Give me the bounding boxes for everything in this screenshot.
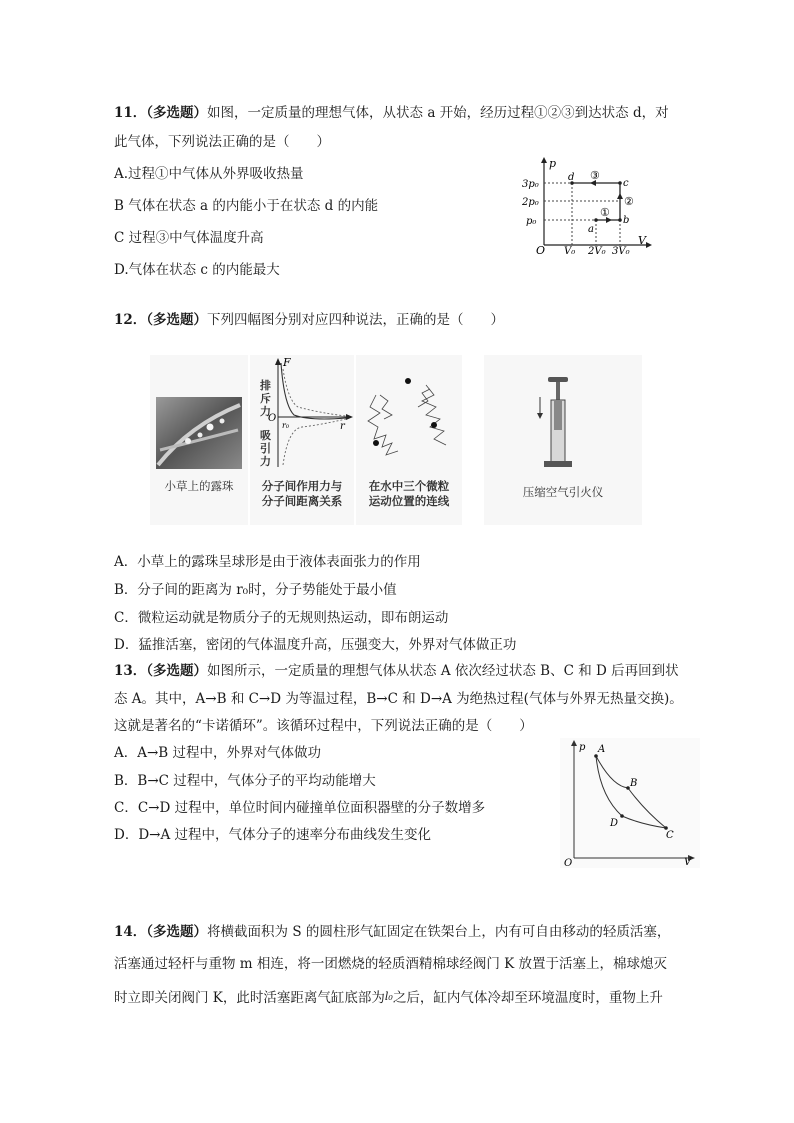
q11-ptick-3: 3p₀ <box>522 179 539 190</box>
q12-option-d: D．猛推活塞，密闭的气体温度升高，压强变大，外界对气体做正功 <box>114 637 517 653</box>
q11-number: 11． <box>114 105 147 121</box>
q11-stem-1: 如图，一定质量的理想气体，从状态 a 开始，经历过程①②③到达状态 d，对 <box>207 105 669 121</box>
q13-point-a: A <box>598 744 606 755</box>
q11-process-2: ② <box>624 195 634 208</box>
q11-axis-v: V <box>638 234 646 247</box>
q13-point-c: C <box>666 830 674 841</box>
q11-point-b: b <box>623 215 630 226</box>
q12-caption-dew: 小草上的露珠 <box>164 479 234 493</box>
q11-line-1 <box>114 104 669 122</box>
q11-point-d: d <box>568 172 575 183</box>
q12-panel-fire-piston <box>484 355 642 525</box>
q11-ptick-1: p₀ <box>526 216 537 227</box>
q11-vtick-3: 3V₀ <box>612 246 630 255</box>
q13-axis-v: V <box>684 857 692 868</box>
q12-line-1 <box>114 311 504 329</box>
force-axis-f: F <box>283 356 291 369</box>
q14-line-1 <box>114 923 670 941</box>
q13-origin: O <box>564 858 573 868</box>
q13-stem-1: 如图所示，一定质量的理想气体从状态 A 依次经过状态 B、C 和 D 后再回到状 <box>207 663 679 679</box>
q11-axis-p: p <box>549 157 557 170</box>
q11-ptick-2: 2p₀ <box>522 197 539 208</box>
q12-panel-brownian <box>356 355 462 525</box>
q13-number: 13． <box>114 663 147 679</box>
q11-point-a: a <box>588 224 594 235</box>
q11-process-1: ① <box>600 206 610 219</box>
q13-carnot-figure <box>560 738 700 868</box>
q11-stem-2: 此气体，下列说法正确的是（ ） <box>114 134 330 150</box>
q13-option-a: A．A→B 过程中，外界对气体做功 <box>114 745 322 761</box>
q12-option-b: B．分子间的距离为 r₀时，分子势能处于最小值 <box>114 582 397 598</box>
q14-stem-3b: 之后，缸内气体冷却至环境温度时，重物上升 <box>392 990 663 1006</box>
q11-vtick-1: V₀ <box>564 246 576 255</box>
q13-tag: （多选题） <box>146 663 208 679</box>
q14-tag: （多选题） <box>146 924 208 940</box>
force-origin: O <box>268 413 277 424</box>
q12-caption-fire-piston: 压缩空气引火仪 <box>522 485 604 499</box>
force-repel-label: 排斥力 <box>260 379 271 418</box>
q11-vtick-2: 2V₀ <box>588 246 606 255</box>
q12-stem-1: 下列四幅图分别对应四种说法，正确的是（ ） <box>207 312 505 328</box>
q14-l0: l₀ <box>384 990 393 1003</box>
q14-number: 14． <box>114 924 147 940</box>
q13-option-c: C．C→D 过程中，单位时间内碰撞单位面积器壁的分子数增多 <box>114 800 486 816</box>
q13-point-d: D <box>610 818 619 829</box>
dew-photo <box>150 355 248 525</box>
q14-stem-2: 活塞通过轻杆与重物 m 相连，将一团燃烧的轻质酒精棉球经阀门 K 放置于活塞上，棉球熄灭 <box>114 956 668 972</box>
q13-axis-p: p <box>579 742 586 753</box>
q11-point-c: c <box>623 178 629 189</box>
brownian-paths <box>356 355 462 475</box>
q11-pv-figure <box>520 155 655 255</box>
q13-option-d: D．D→A 过程中，气体分子的速率分布曲线发生变化 <box>114 827 431 843</box>
q12-tag: （多选题） <box>146 312 208 328</box>
force-axis-r: r <box>340 421 345 432</box>
q12-caption-force-1: 分子间作用力与 <box>261 479 343 493</box>
q11-option-d: D.气体在状态 c 的内能最大 <box>114 262 280 278</box>
q12-number: 12． <box>114 312 147 328</box>
q14-stem-1: 将横截面积为 S 的圆柱形气缸固定在铁架台上，内有可自由移动的轻质活塞， <box>207 924 671 940</box>
q11-process-3: ③ <box>590 169 600 182</box>
q11-option-a: A.过程①中气体从外界吸收热量 <box>114 166 304 182</box>
q11-option-b: B 气体在状态 a 的内能小于在状态 d 的内能 <box>114 198 379 214</box>
q12-panel-dew <box>150 355 248 525</box>
q13-option-b: B．B→C 过程中，气体分子的平均动能增大 <box>114 773 376 789</box>
force-attract-label: 吸引力 <box>260 429 271 468</box>
q13-stem-2: 态 A。其中，A→B 和 C→D 为等温过程，B→C 和 D→A 为绝热过程(气体与外界无热量交换)。 <box>114 691 683 707</box>
q12-panel-force <box>250 355 354 525</box>
q13-stem-3: 这就是著名的“卡诺循环”。该循环过程中，下列说法正确的是（ ） <box>114 718 533 734</box>
q12-option-c: C．微粒运动就是物质分子的无规则热运动，即布朗运动 <box>114 610 449 626</box>
q11-option-c: C 过程③中气体温度升高 <box>114 230 264 246</box>
q13-point-b: B <box>630 778 638 789</box>
q13-line-1 <box>114 662 679 680</box>
q11-origin: O <box>536 244 546 255</box>
q14-stem-3a: 时立即关闭阀门 K，此时活塞距离气缸底部为 <box>114 990 385 1006</box>
q12-caption-brownian-1: 在水中三个微粒 <box>368 479 450 493</box>
q12-caption-force-2: 分子间距离关系 <box>261 494 343 508</box>
fire-piston-drawing <box>484 355 642 475</box>
force-r0: r₀ <box>282 421 290 430</box>
q12-option-a: A．小草上的露珠呈球形是由于液体表面张力的作用 <box>114 554 421 570</box>
q11-tag: （多选题） <box>146 105 208 121</box>
q12-caption-brownian-2: 运动位置的连线 <box>368 494 450 508</box>
q14-line-3 <box>114 988 663 1007</box>
